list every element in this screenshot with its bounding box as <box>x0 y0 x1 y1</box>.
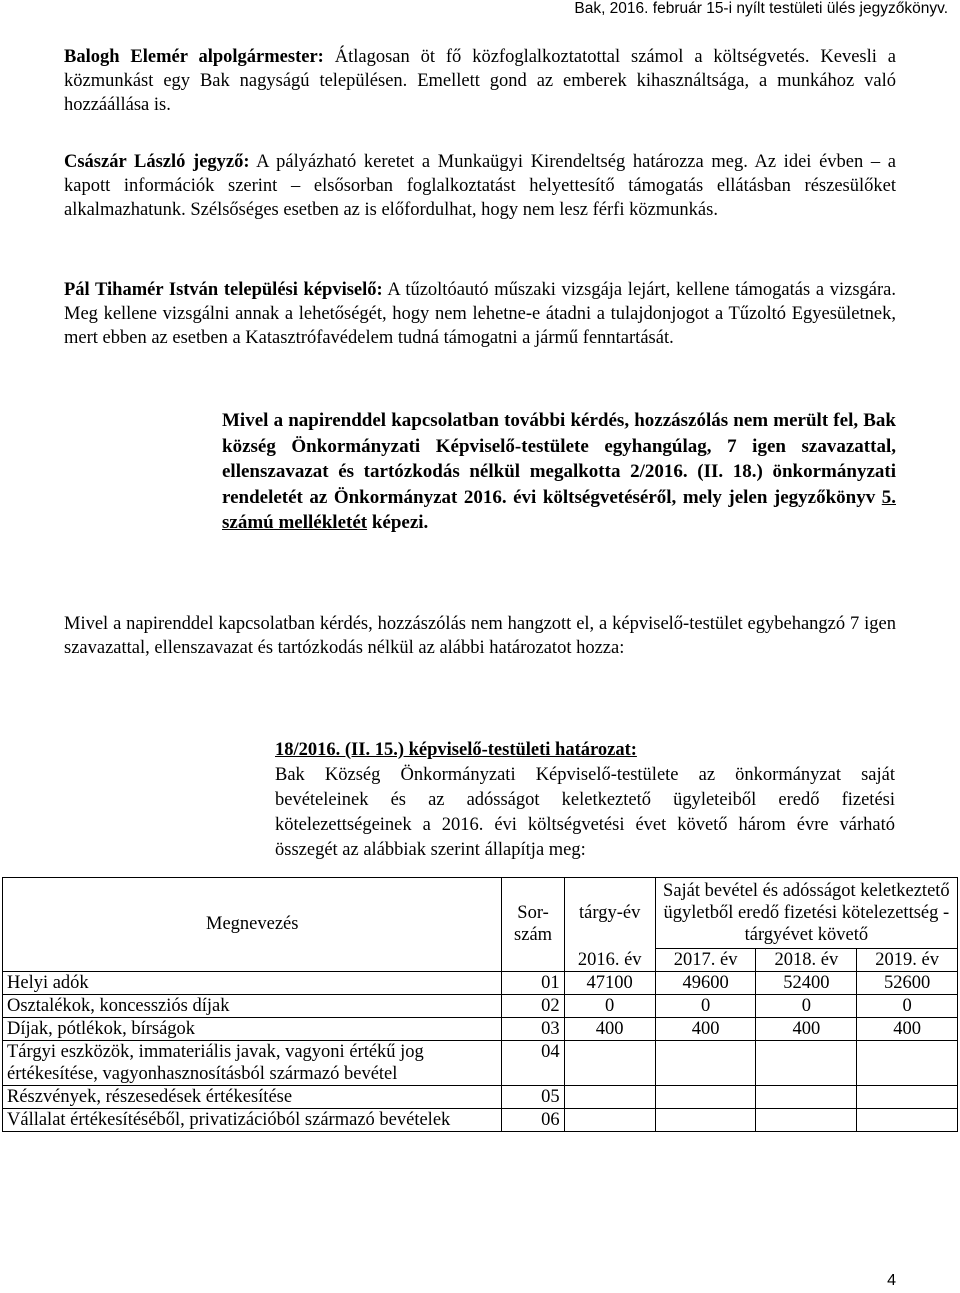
row-value-2018 <box>756 1040 857 1085</box>
paragraph-text: A pályázható keretet a Munkaügyi Kirendeltség határozza meg. Az idei évben – a kapott információk szerint – elsősorban foglalkoztatást helyettesítő támogatás ellátásban részesülőket alkalmazhatunk. Szélsőséges esetben az is előfordulhat, hogy nem lesz férfi közmunkás. <box>64 152 897 220</box>
row-value-2019 <box>857 1108 958 1131</box>
resolution-body: Bak Község Önkormányzati Képviselő-testülete az önkormányzat saját bevételeinek és az adósságot keletkeztető ügyleteiből eredő fizetési kötelezettségeinek a 2016. évi költségvetési évet követő három évre várható összegét az alábbiak szerint állapítja meg: <box>275 765 895 860</box>
row-sorszam: 06 <box>502 1108 564 1131</box>
speaker-name: Pál Tihamér István települési képviselő: <box>64 280 383 300</box>
document-header: Bak, 2016. február 15-i nyílt testületi ülés jegyzőkönyv. <box>574 0 948 17</box>
table-row <box>3 1108 958 1131</box>
table-row <box>3 1085 958 1108</box>
row-name: Részvények, részesedések értékesítése <box>3 1085 502 1108</box>
speaker-name: Balogh Elemér alpolgármester: <box>64 47 324 67</box>
row-sorszam: 04 <box>502 1040 564 1085</box>
row-value-2019: 0 <box>857 994 958 1017</box>
header-year-2018: 2018. év <box>756 948 857 971</box>
header-group: Saját bevétel és adósságot keletkeztető ügyletből eredő fizetési kötelezettség - tárgyévet követő <box>655 878 957 949</box>
row-value-2016: 400 <box>564 1017 655 1040</box>
budget-table <box>2 877 958 1132</box>
table-row <box>3 1017 958 1040</box>
speaker-name: Császár László jegyző: <box>64 152 250 172</box>
row-sorszam: 03 <box>502 1017 564 1040</box>
row-value-2016 <box>564 1085 655 1108</box>
paragraph-text: Átlagosan öt fő közfoglalkoztatottal számol a költségvetés. Kevesli a közmunkást egy Bak nagyságú településen. Emellett gond az emberek kihasználtsága, a munkához való hozzáállása is. <box>64 47 896 115</box>
paragraph-csaszar <box>64 150 896 222</box>
row-value-2019 <box>857 1085 958 1108</box>
row-value-2017: 49600 <box>655 971 756 994</box>
resolution-block <box>275 738 895 863</box>
decision-text: Mivel a napirenddel kapcsolatban további kérdés, hozzászólás nem merült fel, Bak község Önkormányzati Képviselő-testülete egyhangúlag, 7 igen szavazattal, ellenszavazat és tartózkodás nélkül megalkotta 2/2016. (II. 18.) önkormányzati rendeletét az Önkormányzat 2016. évi költségvetéséről, mely jelen jegyzőkönyv <box>222 410 896 508</box>
table-row <box>3 1040 958 1085</box>
header-megnevezes: Megnevezés <box>3 878 502 972</box>
table-header-row <box>3 878 958 949</box>
row-name: Díjak, pótlékok, bírságok <box>3 1017 502 1040</box>
row-value-2019: 52600 <box>857 971 958 994</box>
header-year-2019: 2019. év <box>857 948 958 971</box>
row-value-2018 <box>756 1085 857 1108</box>
row-name: Osztalékok, koncessziós díjak <box>3 994 502 1017</box>
row-value-2016: 0 <box>564 994 655 1017</box>
row-value-2019 <box>857 1040 958 1085</box>
row-value-2016 <box>564 1108 655 1131</box>
row-sorszam: 02 <box>502 994 564 1017</box>
paragraph-balogh <box>64 45 896 117</box>
row-value-2018: 0 <box>756 994 857 1017</box>
decision-tail: képezi. <box>367 512 429 533</box>
row-value-2018 <box>756 1108 857 1131</box>
row-value-2018: 400 <box>756 1017 857 1040</box>
row-value-2019: 400 <box>857 1017 958 1040</box>
row-value-2017 <box>655 1108 756 1131</box>
header-year-2016: 2016. év <box>564 948 655 971</box>
page-number: 4 <box>887 1272 896 1289</box>
row-value-2016: 47100 <box>564 971 655 994</box>
row-name: Vállalat értékesítéséből, privatizációból származó bevételek <box>3 1108 502 1131</box>
paragraph-text: A tűzoltóautó műszaki vizsgája lejárt, kellene támogatás a vizsgára. Meg kellene vizsgálni annak a lehetőségét, hogy nem lehetne-e átadni a tulajdonjogot a Tűzoltó Egyesületnek, mert ebben az esetben a Katasztrófavédelem tudná támogatni a jármű fenntartását. <box>64 280 896 348</box>
decision-paragraph <box>222 408 896 536</box>
vote-paragraph: Mivel a napirenddel kapcsolatban kérdés, hozzászólás nem hangzott el, a képviselő-testület egybehangzó 7 igen szavazattal, ellenszavazat és tartózkodás nélkül az alábbi határozatot hozza: <box>64 614 896 658</box>
header-sorszam: Sor-szám <box>502 878 564 972</box>
row-sorszam: 05 <box>502 1085 564 1108</box>
row-value-2018: 52400 <box>756 971 857 994</box>
row-sorszam: 01 <box>502 971 564 994</box>
decision-underlined: 5. számú mellékletét <box>222 486 896 533</box>
paragraph-pal <box>64 278 896 350</box>
resolution-title: 18/2016. (II. 15.) képviselő-testületi határozat: <box>275 740 637 760</box>
row-value-2016 <box>564 1040 655 1085</box>
row-value-2017: 0 <box>655 994 756 1017</box>
row-name: Helyi adók <box>3 971 502 994</box>
table-row <box>3 994 958 1017</box>
row-value-2017: 400 <box>655 1017 756 1040</box>
header-year-2017: 2017. év <box>655 948 756 971</box>
row-value-2017 <box>655 1040 756 1085</box>
table-row <box>3 971 958 994</box>
row-name: Tárgyi eszközök, immateriális javak, vagyoni értékű jog értékesítése, vagyonhasznosításból származó bevétel <box>3 1040 502 1085</box>
row-value-2017 <box>655 1085 756 1108</box>
header-targyev: tárgy-év <box>564 878 655 949</box>
